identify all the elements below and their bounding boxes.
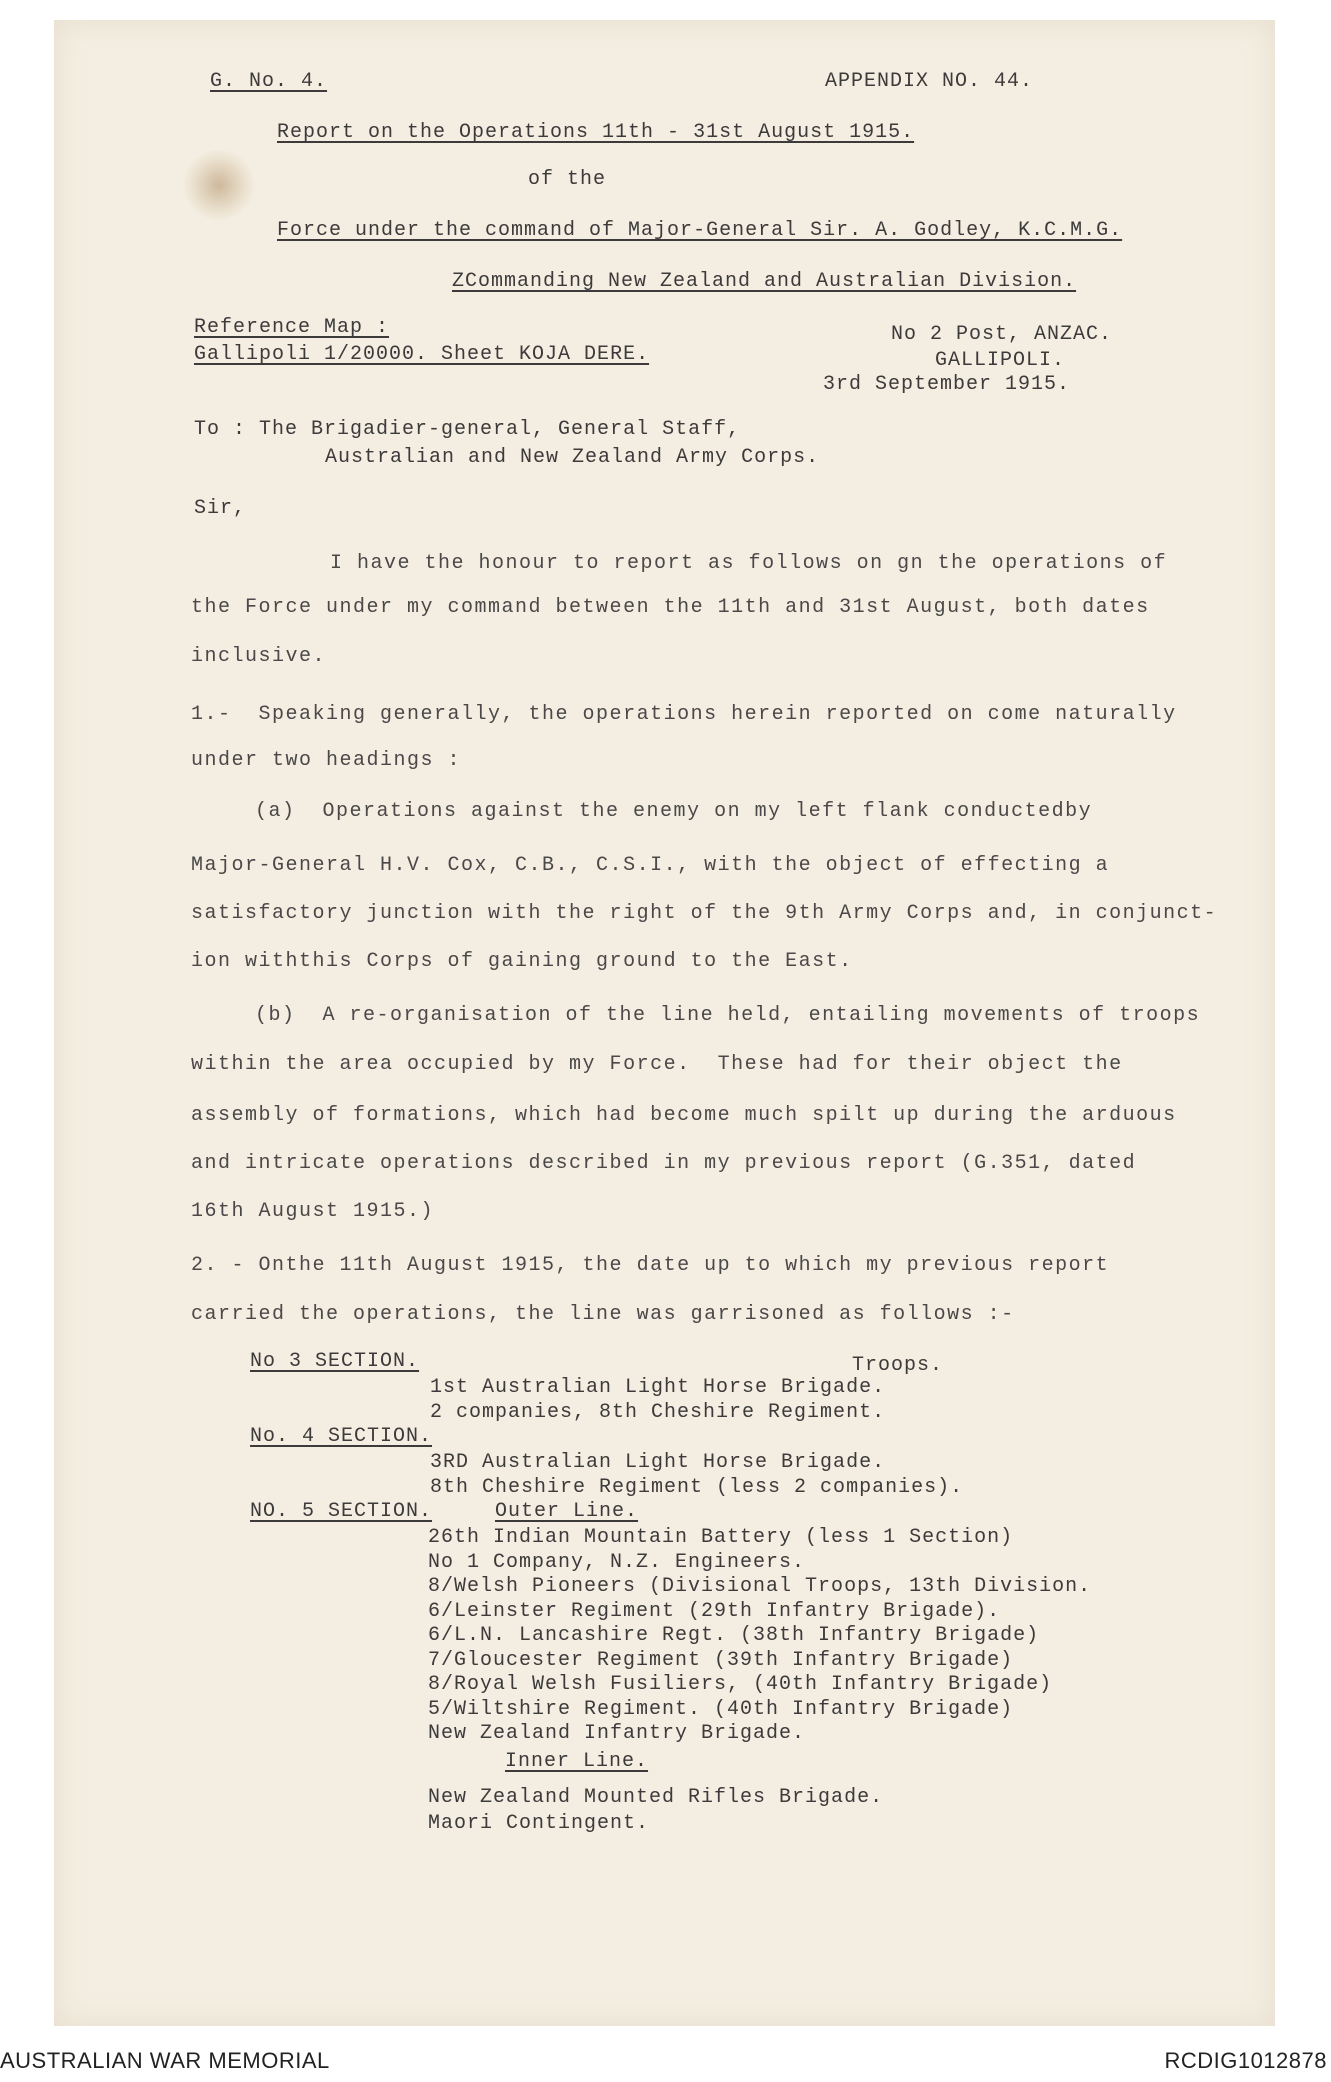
body-line: 2. - Onthe 11th August 1915, the date up to which my previous report [191,1254,1110,1277]
body-line: I have the honour to report as follows on gn the operations of [330,552,1168,575]
body-line: Major-General H.V. Cox, C.B., C.S.I., with the object of effecting a [191,854,1110,877]
outer-line-label: Outer Line. [495,1500,639,1523]
body-line: inclusive. [191,645,327,668]
body-line: assembly of formations, which had become much spilt up during the arduous [191,1104,1177,1127]
body-line: within the area occupied by my Force. These had for their object the [191,1053,1123,1076]
unit-line: 8/Welsh Pioneers (Divisional Troops, 13th Division. [428,1575,1092,1598]
title-of-the: of the [528,168,607,191]
unit-line: 1st Australian Light Horse Brigade. [430,1376,886,1399]
file-reference: G. No. 4. [210,70,328,93]
body-line: carried the operations, the line was garrisoned as follows :- [191,1303,1015,1326]
unit-line: No 1 Company, N.Z. Engineers. [428,1551,806,1574]
body-line: the Force under my command between the 11th and 31st August, both dates [191,596,1150,619]
recipient-line-2: Australian and New Zealand Army Corps. [325,446,820,469]
troops-header: Troops. [852,1354,944,1377]
report-title: Report on the Operations 11th - 31st August 1915. [277,121,915,144]
body-line: 1.- Speaking generally, the operations herein reported on come naturally [191,703,1177,726]
unit-line: 26th Indian Mountain Battery (less 1 Section) [428,1526,1014,1549]
unit-line: 3RD Australian Light Horse Brigade. [430,1451,886,1474]
unit-line: 6/Leinster Regiment (29th Infantry Brigade). [428,1600,1001,1623]
unit-line: 6/L.N. Lancashire Regt. (38th Infantry Brigade) [428,1624,1040,1647]
unit-line: Maori Contingent. [428,1812,650,1835]
body-line: satisfactory junction with the right of the 9th Army Corps and, in conjunct- [191,902,1218,925]
reference-map-label: Reference Map : [194,316,390,339]
inner-line-label: Inner Line. [505,1750,649,1773]
ink-stain [184,150,254,220]
unit-line: 2 companies, 8th Cheshire Regiment. [430,1401,886,1424]
reference-map-value: Gallipoli 1/20000. Sheet KOJA DERE. [194,343,650,366]
unit-line: New Zealand Mounted Rifles Brigade. [428,1786,884,1809]
unit-line: 8th Cheshire Regiment (less 2 companies). [430,1476,964,1499]
unit-line: New Zealand Infantry Brigade. [428,1722,806,1745]
recipient-line-1: To : The Brigadier-general, General Staff, [194,418,741,441]
salutation: Sir, [194,497,247,520]
address-place: GALLIPOLI. [935,349,1066,372]
footer-record-id: RCDIG1012878 [1164,2048,1327,2073]
address-post: No 2 Post, ANZAC. [891,323,1113,346]
unit-line: 5/Wiltshire Regiment. (40th Infantry Brigade) [428,1698,1014,1721]
body-line: (b) A re-organisation of the line held, entailing movements of troops [255,1004,1201,1027]
body-line: ion withthis Corps of gaining ground to the East. [191,950,853,973]
unit-line: 8/Royal Welsh Fusiliers, (40th Infantry Brigade) [428,1673,1053,1696]
title-force: Force under the command of Major-General Sir. A. Godley, K.C.M.G. [277,219,1123,242]
body-line: under two headings : [191,749,462,772]
address-date: 3rd September 1915. [823,373,1071,396]
title-commanding: ZCommanding New Zealand and Australian Division. [452,270,1077,293]
section-name: No. 4 SECTION. [250,1425,433,1448]
appendix-number: APPENDIX NO. 44. [825,70,1034,93]
section-name: No 3 SECTION. [250,1350,420,1373]
section-name: NO. 5 SECTION. [250,1500,433,1523]
footer-institution: AUSTRALIAN WAR MEMORIAL [0,2048,330,2073]
body-line: (a) Operations against the enemy on my left flank conductedby [255,800,1093,823]
body-line: and intricate operations described in my previous report (G.351, dated [191,1152,1137,1175]
body-line: 16th August 1915.) [191,1200,435,1223]
unit-line: 7/Gloucester Regiment (39th Infantry Brigade) [428,1649,1014,1672]
